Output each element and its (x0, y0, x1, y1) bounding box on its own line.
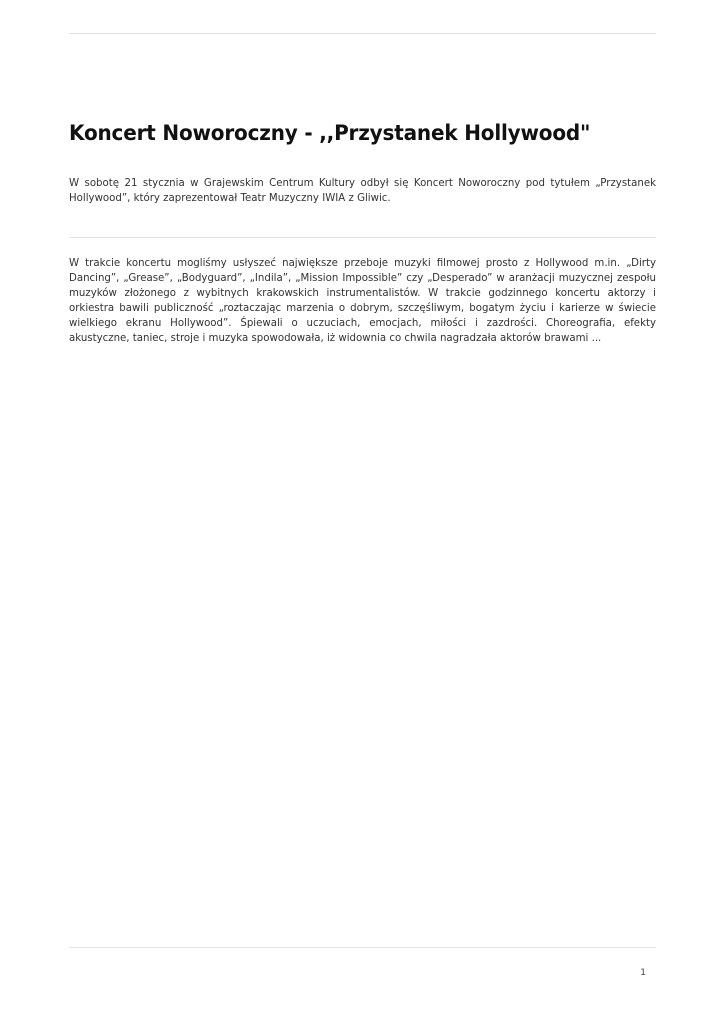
article-body: W trakcie koncertu mogliśmy usłyszeć największe przeboje muzyki filmowej prosto z Hollywood m.in. „Dirty Dancing”, „Grease”, „Bodyguard”, „Indila”, „Mission Impossible” czy „Desperado” w aranżacji muzycznej zespołu muzyków złożonego z wybitnych krakowskich instrumentalistów. W trakcie godzinnego koncertu aktorzy i orkiestra bawili publiczność „roztaczając marzenia o dobrym, szczęśliwym, bogatym życiu i karierze w świecie wielkiego ekranu Hollywood”. Śpiewali o uczuciach, emocjach, miłości i zazdrości. Choreografia, efekty akustyczne, taniec, stroje i muzyka spowodowała, iż widownia co chwila nagradzała aktorów brawami ... (69, 258, 656, 344)
top-divider (69, 33, 656, 34)
page-number: 1 (640, 968, 646, 978)
article-lead: W sobotę 21 stycznia w Grajewskim Centrum Kultury odbył się Koncert Noworoczny pod tytułem „Przystanek Hollywood”, który zaprezentował Teatr Muzyczny IWIA z Gliwic. (69, 178, 656, 204)
footer-divider (69, 947, 656, 948)
section-divider (69, 237, 656, 238)
article-title: Koncert Noworoczny - ,,Przystanek Hollywood" (69, 121, 591, 146)
